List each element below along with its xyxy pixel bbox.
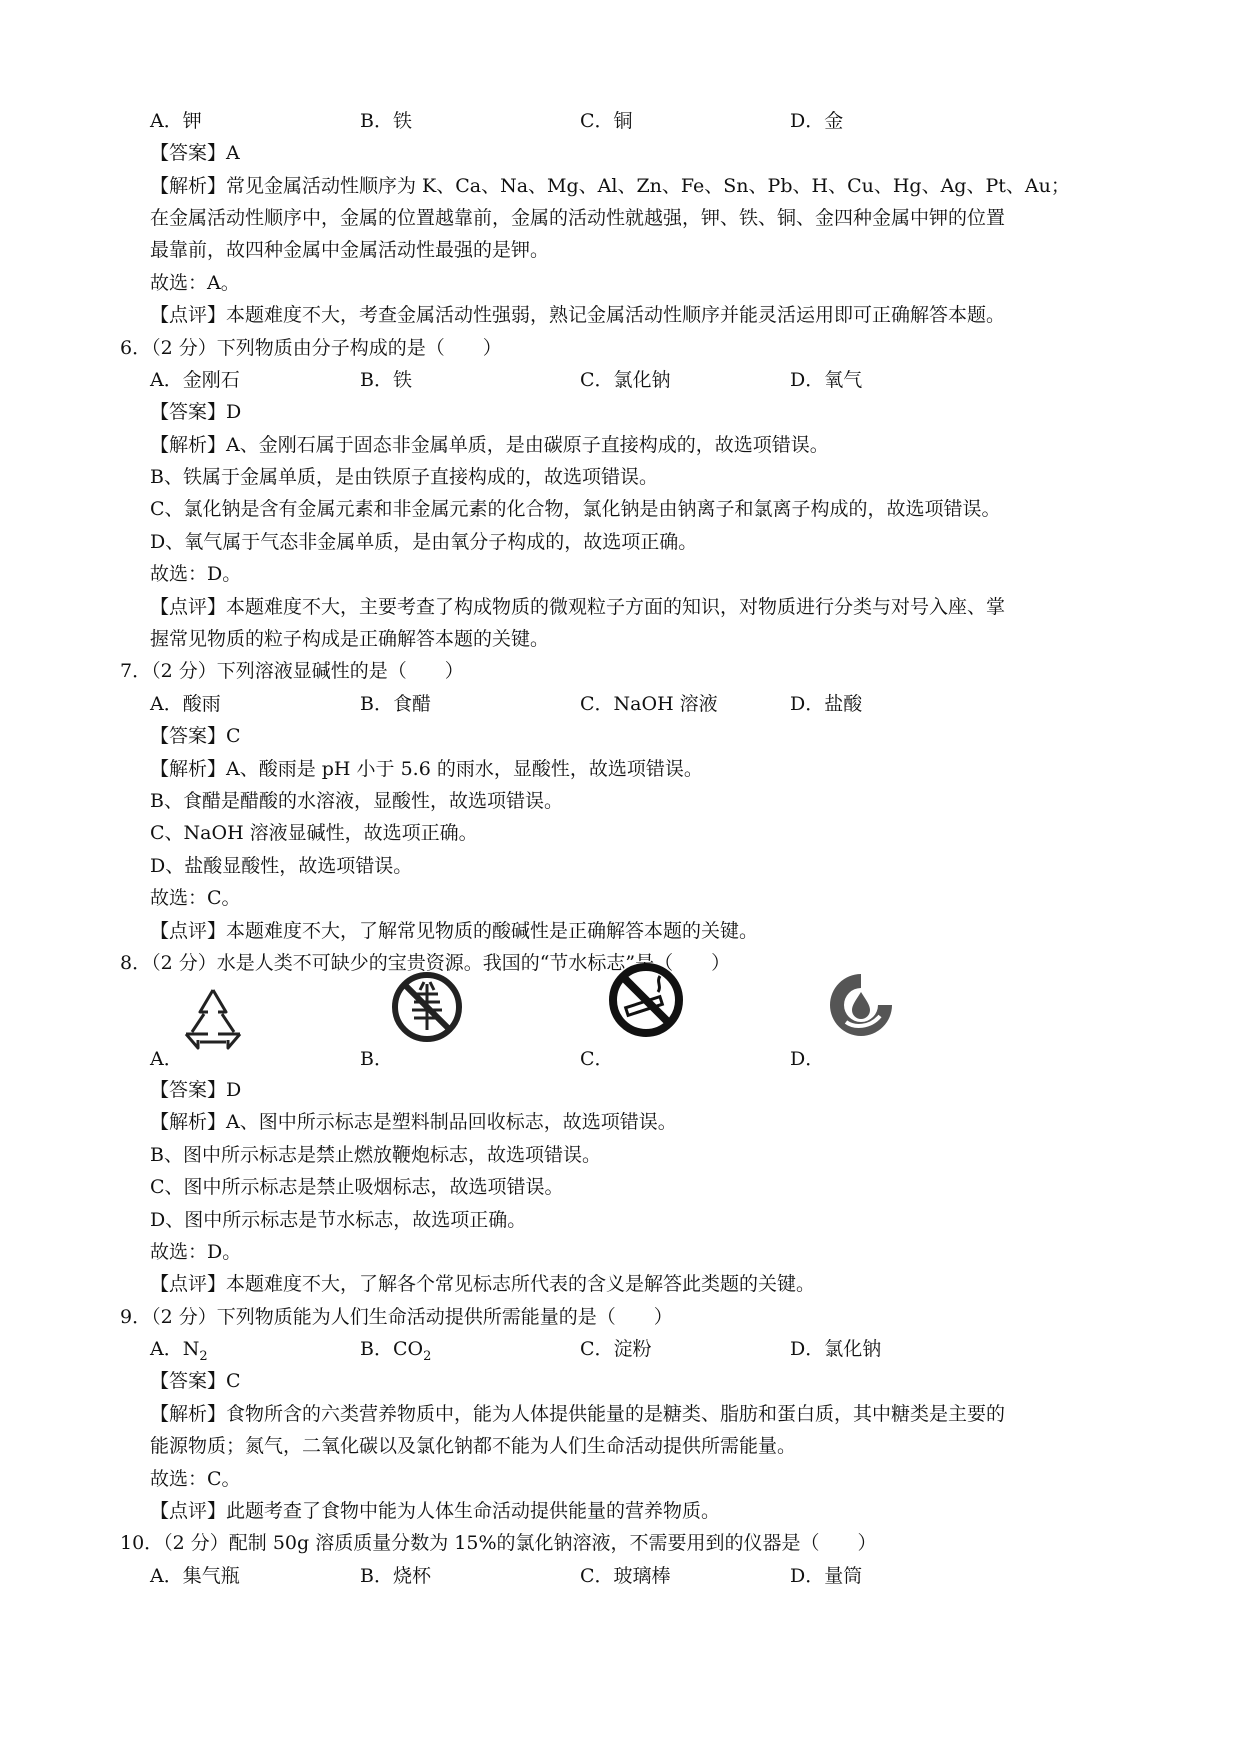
q9-analysis-line: 故选：C。 (150, 1468, 241, 1490)
q5-comment: 【点评】本题难度不大，考查金属活动性强弱，熟记金属活动性顺序并能灵活运用即可正确解答本题。 (150, 304, 1006, 326)
q8-question: 8．（2 分）水是人类不可缺少的宝贵资源。我国的“节水标志”是（ ） (120, 952, 731, 974)
q10-option-b: B．烧杯 (360, 1565, 431, 1587)
q5-option-c: C．铜 (580, 110, 633, 132)
q10-option-c: C．玻璃棒 (580, 1565, 671, 1587)
q5-option-d: D．金 (790, 110, 844, 132)
q8-option-d (790, 962, 990, 1072)
q8-option-b-label: B． (360, 1048, 393, 1070)
recycle-icon (178, 984, 248, 1054)
q7-option-c: C．NaOH 溶液 (580, 693, 718, 715)
q5-option-a: A．钾 (150, 110, 202, 132)
q9-answer: 【答案】C (150, 1370, 241, 1392)
q5-answer: 【答案】A (150, 142, 240, 164)
q6-options (150, 367, 1110, 393)
q9-option-c: C．淀粉 (580, 1338, 652, 1360)
q6-analysis-line: 【解析】A、金刚石属于固态非金属单质，是由碳原子直接构成的，故选项错误。 (150, 434, 829, 456)
q6-option-c: C．氯化钠 (580, 369, 671, 391)
q5-analysis-line: 在金属活动性顺序中，金属的位置越靠前，金属的活动性就越强，钾、铁、铜、金四种金属中钾的位置 (150, 207, 1006, 229)
q10-option-a: A．集气瓶 (150, 1565, 240, 1587)
q7-question: 7．（2 分）下列溶液显碱性的是（ ） (120, 660, 464, 682)
q9-analysis-line: 【解析】食物所含的六类营养物质中，能为人体提供能量的是糖类、脂肪和蛋白质，其中糖类是主要的 (150, 1403, 1006, 1425)
q8-option-b (360, 962, 560, 1072)
q6-analysis-line: 故选：D。 (150, 563, 242, 585)
q10-options (150, 1563, 1110, 1589)
q8-option-d-label: D． (790, 1048, 825, 1070)
q6-comment: 握常见物质的粒子构成是正确解答本题的关键。 (150, 628, 550, 650)
q7-analysis-line: 故选：C。 (150, 887, 241, 909)
q9-option-d: D．氯化钠 (790, 1338, 882, 1360)
q8-option-a-label: A． (150, 1048, 183, 1070)
q7-analysis-line: B、食醋是醋酸的水溶液，显酸性，故选项错误。 (150, 790, 563, 812)
q5-analysis-line: 故选：A。 (150, 272, 240, 294)
q6-analysis-line: C、氯化钠是含有金属元素和非金属元素的化合物，氯化钠是由钠离子和氯离子构成的，故选项错误。 (150, 498, 1001, 520)
q8-comment: 【点评】本题难度不大，了解各个常见标志所代表的含义是解答此类题的关键。 (150, 1273, 816, 1295)
water-saving-icon (826, 970, 896, 1040)
q7-option-b: B．食醋 (360, 693, 431, 715)
q9-question: 9．（2 分）下列物质能为人们生命活动提供所需能量的是（ ） (120, 1306, 673, 1328)
q7-option-d: D．盐酸 (790, 693, 863, 715)
q8-analysis-line: D、图中所示标志是节水标志，故选项正确。 (150, 1209, 527, 1231)
q7-analysis-line: C、NaOH 溶液显碱性，故选项正确。 (150, 822, 478, 844)
q5-option-b: B．铁 (360, 110, 412, 132)
q6-option-a: A．金刚石 (150, 369, 240, 391)
q5-analysis-line: 最靠前，故四种金属中金属活动性最强的是钾。 (150, 239, 550, 261)
q7-analysis-line: D、盐酸显酸性，故选项错误。 (150, 855, 413, 877)
q6-question: 6．（2 分）下列物质由分子构成的是（ ） (120, 337, 502, 359)
q8-option-c-label: C． (580, 1048, 614, 1070)
q6-analysis-line: D、氧气属于气态非金属单质，是由氧分子构成的，故选项正确。 (150, 531, 698, 553)
q8-analysis-line: B、图中所示标志是禁止燃放鞭炮标志，故选项错误。 (150, 1144, 601, 1166)
q6-option-b: B．铁 (360, 369, 412, 391)
q5-analysis-line: 【解析】常见金属活动性顺序为 K、Ca、Na、Mg、Al、Zn、Fe、Sn、Pb、H、Cu、Hg、Ag、Pt、Au； (150, 175, 1070, 197)
q5-options (150, 108, 1110, 134)
q8-options (150, 962, 1110, 1072)
q7-option-a: A．酸雨 (150, 693, 221, 715)
q9-option-b: B．$CO_2$ (360, 1338, 432, 1364)
q7-options (150, 691, 1110, 717)
q8-option-c (580, 962, 780, 1072)
q6-answer: 【答案】D (150, 401, 242, 423)
no-smoking-icon (608, 962, 684, 1038)
q6-analysis-line: B、铁属于金属单质，是由铁原子直接构成的，故选项错误。 (150, 466, 658, 488)
q9-option-a: A．$N_2$ (150, 1338, 208, 1364)
q9-analysis-line: 能源物质；氮气，二氧化碳以及氯化钠都不能为人们生命活动提供所需能量。 (150, 1435, 797, 1457)
q9-options (150, 1336, 1110, 1362)
q8-analysis-line: 故选：D。 (150, 1241, 242, 1263)
q8-option-a (150, 962, 350, 1072)
q10-option-d: D．量筒 (790, 1565, 863, 1587)
q7-answer: 【答案】C (150, 725, 241, 747)
no-firecracker-icon (390, 970, 464, 1044)
q9-comment: 【点评】此题考查了食物中能为人体生命活动提供能量的营养物质。 (150, 1500, 721, 1522)
q8-answer: 【答案】D (150, 1079, 242, 1101)
q7-analysis-line: 【解析】A、酸雨是 pH 小于 5.6 的雨水，显酸性，故选项错误。 (150, 758, 703, 780)
q7-comment: 【点评】本题难度不大，了解常见物质的酸碱性是正确解答本题的关键。 (150, 920, 759, 942)
q10-question: 10．（2 分）配制 50g 溶质质量分数为 15%的氯化钠溶液，不需要用到的仪器是（ ） (120, 1532, 877, 1554)
q6-comment: 【点评】本题难度不大，主要考查了构成物质的微观粒子方面的知识，对物质进行分类与对号入座、掌 (150, 596, 1006, 618)
q8-analysis-line: 【解析】A、图中所示标志是塑料制品回收标志，故选项错误。 (150, 1111, 677, 1133)
q6-option-d: D．氧气 (790, 369, 863, 391)
q8-analysis-line: C、图中所示标志是禁止吸烟标志，故选项错误。 (150, 1176, 564, 1198)
